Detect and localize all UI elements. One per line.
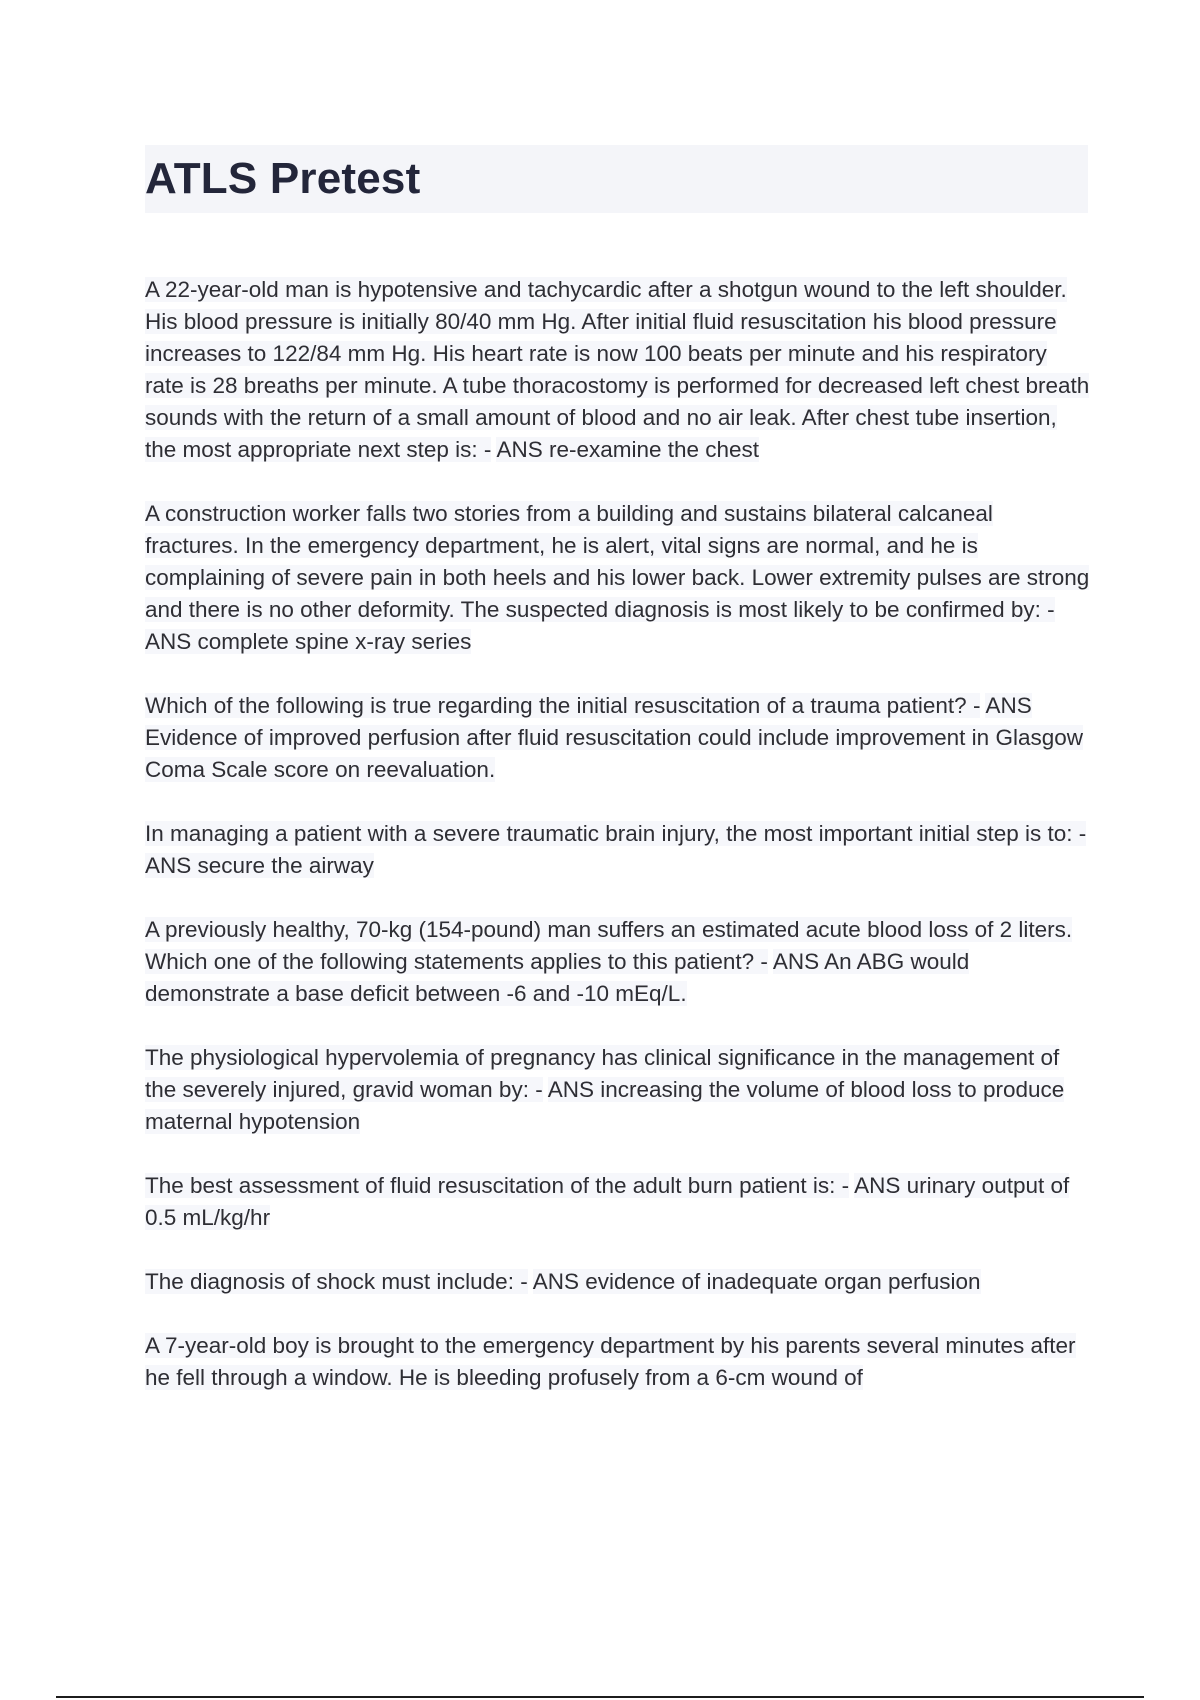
question-item-3 [145, 690, 1090, 786]
question-text: A 7-year-old boy is brought to the emergency department by his parents several minutes after he fell through a window. He is bleeding profusely from a 6-cm wound of [145, 1333, 1076, 1390]
question-item-8 [145, 1266, 1090, 1298]
answer-text: ANS An ABG would demonstrate a base deficit between -6 and -10 mEq/L. [145, 949, 970, 1006]
title-banner [145, 145, 1088, 213]
question-text: In managing a patient with a severe traumatic brain injury, the most important initial step is to: - [145, 821, 1087, 846]
question-text: A previously healthy, 70-kg (154-pound) man suffers an estimated acute blood loss of 2 liters. Which one of the following statements applies to this patient? - [145, 917, 1073, 974]
question-list [145, 274, 1090, 1426]
answer-text: ANS complete spine x-ray series [145, 629, 472, 654]
page-bottom-divider [56, 1696, 1144, 1698]
question-item-1 [145, 274, 1090, 466]
page-title: ATLS Pretest [145, 154, 421, 203]
answer-text: ANS urinary output of 0.5 mL/kg/hr [145, 1173, 1070, 1230]
answer-text: ANS increasing the volume of blood loss to produce maternal hypotension [145, 1077, 1065, 1134]
answer-text: ANS evidence of inadequate organ perfusion [532, 1269, 981, 1294]
answer-text: ANS re-examine the chest [496, 437, 760, 462]
question-item-6 [145, 1042, 1090, 1138]
question-text: The physiological hypervolemia of pregnancy has clinical significance in the management of the severely injured, gravid woman by: - [145, 1045, 1060, 1102]
question-text: Which of the following is true regarding the initial resuscitation of a trauma patient? - [145, 693, 981, 718]
answer-text: ANS secure the airway [145, 853, 374, 878]
question-item-9 [145, 1330, 1090, 1394]
answer-text: ANS Evidence of improved perfusion after fluid resuscitation could include improvement in Glasgow Coma Scale score on reevaluation. [145, 693, 1083, 782]
question-text: A construction worker falls two stories from a building and sustains bilateral calcaneal fractures. In the emergency department, he is alert, vital signs are normal, and he is complaining of severe pain in both heels and his lower back. Lower extremity pulses are strong and there is no other deformity. The suspected diagnosis is most likely to be confirmed by: - [145, 501, 1090, 622]
question-text: The best assessment of fluid resuscitation of the adult burn patient is: - [145, 1173, 850, 1198]
question-item-2 [145, 498, 1090, 658]
question-text: A 22-year-old man is hypotensive and tachycardic after a shotgun wound to the left shoulder. His blood pressure is initially 80/40 mm Hg. After initial fluid resuscitation his blood pressure increases to 122/84 mm Hg. His heart rate is now 100 beats per minute and his respiratory rate is 28 breaths per minute. A tube thoracostomy is performed for decreased left chest breath sounds with the return of a small amount of blood and no air leak. After chest tube insertion, the most appropriate next step is: - [145, 277, 1090, 462]
question-item-7 [145, 1170, 1090, 1234]
question-item-5 [145, 914, 1090, 1010]
question-text: The diagnosis of shock must include: - [145, 1269, 528, 1294]
question-item-4 [145, 818, 1090, 882]
